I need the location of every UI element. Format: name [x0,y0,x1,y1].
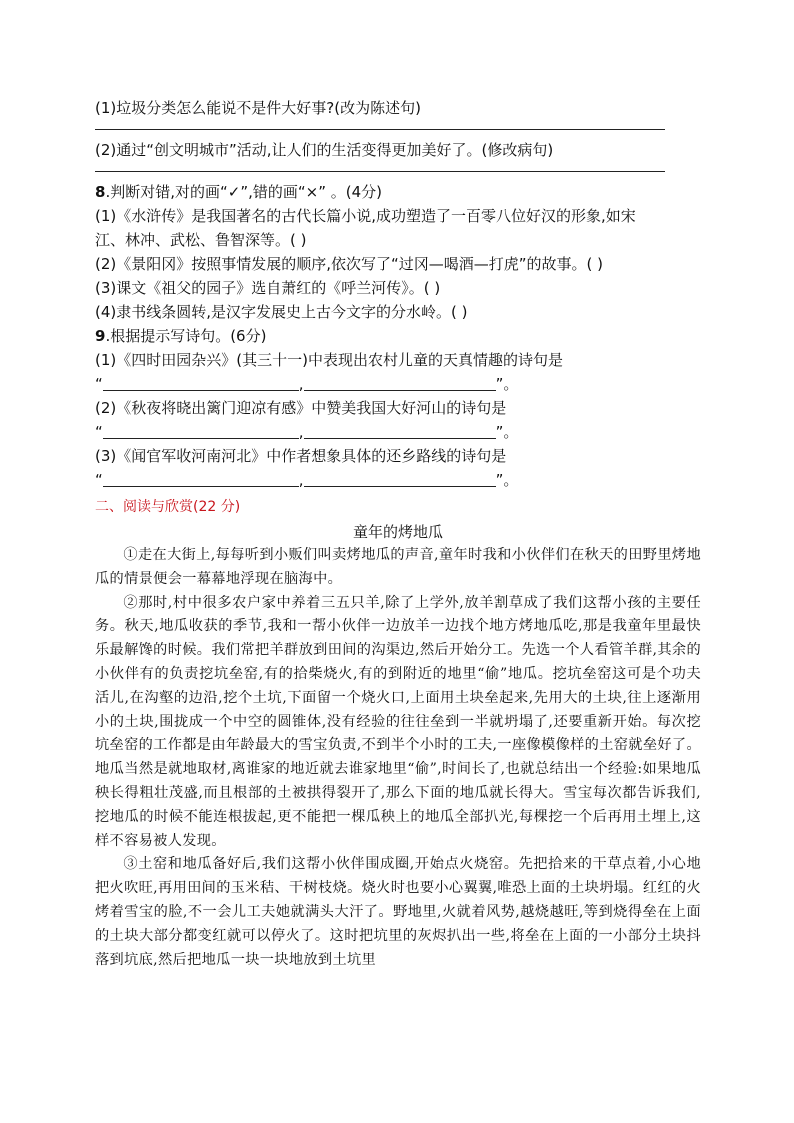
q9-item-2-answer: “ , ”。 [95,423,519,441]
q8-item-3: (3)课文《祖父的园子》选自萧红的《呼兰河传》。( ) [95,279,441,297]
q9-item-3-prompt: (3)《闻官军收河南河北》中作者想象具体的还乡路线的诗句是 [95,447,507,465]
q7-sub2: (2)通过“创文明城市”活动,让人们的生活变得更加美好了。(修改病句) [95,141,554,159]
section-heading: 二、阅读与欣赏(22 分) [95,499,241,515]
q8-heading-text: .判断对错,对的画“✓”,错的画“×” 。(4分) [105,183,382,201]
q8-item-2: (2)《景阳冈》按照事情发展的顺序,依次写了“过冈—喝酒—打虎”的故事。( ) [95,255,604,273]
q9-item-1-prompt: (1)《四时田园杂兴》(其三十一)中表现出农村儿童的天真情趣的诗句是 [95,351,563,369]
answer-line-q7-1[interactable] [95,129,665,130]
q7-sub1: (1)垃圾分类怎么能说不是件大好事?(改为陈述句) [95,99,421,117]
passage-paragraph-2: ②那时,村中很多农户家中养着三五只羊,除了上学外,放羊割草成了我们这帮小孩的主要任务。秋天,地瓜收获的季节,我和一帮小伙伴一边放羊一边找个地方烤地瓜吃,那是我童年里最快乐最解馋的时候。我们常把羊群放到田间的沟渠边,然后开始分工。先选一个人看管羊群,其余的小伙伴有的负责挖坑垒窑,有的拾柴烧火,有的到附近的地里“偷”地瓜。挖坑垒窑这可是个功夫活儿,在沟壑的边沿,挖个土坑,下面留一个烧火口,上面用土块垒起来,先用大的土块,往上逐渐用小的土块,围拢成一个中空的圆锥体,没有经验的往往垒到一半就坍塌了,还要重新开始。每次挖坑垒窑的工作都是由年龄最大的雪宝负责,不到半个小时的工夫,一座像模像样的土窑就垒好了。地瓜当然是就地取材,离谁家的地近就去谁家地里“偷”,时间长了,也就总结出一个经验:如果地瓜秧长得粗壮茂盛,而且根部的土被拱得裂开了,那么下面的地瓜就长得大。雪宝每次都告诉我们,挖地瓜的时候不能连根拔起,更不能把一棵瓜秧上的地瓜全部扒光,每棵挖一个后再用土埋上,这样不容易被人发现。 [95,594,701,849]
answer-blank[interactable] [103,374,299,391]
worksheet-content [95,96,701,972]
q8-item-1-cont: 江、林冲、武松、鲁智深等。( ) [95,231,307,249]
answer-blank[interactable] [304,422,496,439]
q9-item-2-prompt: (2)《秋夜将晓出篱门迎凉有感》中赞美我国大好河山的诗句是 [95,399,507,417]
q9-item-1-answer: “ , ”。 [95,375,519,393]
answer-blank[interactable] [304,374,496,391]
answer-blank[interactable] [304,470,496,487]
passage-title: 童年的烤地瓜 [352,523,443,541]
q9-heading-text: .根据提示写诗句。(6分) [105,327,267,345]
q8-number: 8 [95,183,106,201]
q8-heading [95,180,701,204]
answer-blank[interactable] [103,422,299,439]
q8-item-4: (4)隶书线条圆转,是汉字发展史上古今文字的分水岭。( ) [95,303,468,321]
q9-heading [95,324,701,348]
passage-paragraph-1: ①走在大街上,每每听到小贩们叫卖烤地瓜的声音,童年时我和小伙伴们在秋天的田野里烤地瓜的情景便会一幕幕地浮现在脑海中。 [95,547,701,587]
q8-item-1: (1)《水浒传》是我国著名的古代长篇小说,成功塑造了一百零八位好汉的形象,如宋 [95,207,636,225]
answer-blank[interactable] [103,470,299,487]
answer-line-q7-2[interactable] [95,171,665,172]
passage-paragraph-3: ③土窑和地瓜备好后,我们这帮小伙伴围成圈,开始点火烧窑。先把拾来的干草点着,小心地把火吹旺,再用田间的玉米秸、干树枝烧。烧火时也要小心翼翼,唯恐上面的土块坍塌。红红的火烤着雪宝的脸,不一会儿工夫她就满头大汗了。野地里,火就着风势,越烧越旺,等到烧得垒在上面的土块大部分都变红就可以停火了。这时把坑里的灰烬扒出一些,将垒在上面的一小部分土块抖落到坑底,然后把地瓜一块一块地放到土坑里 [95,856,701,968]
q9-item-3-answer: “ , ”。 [95,471,519,489]
q9-number: 9 [95,327,106,345]
